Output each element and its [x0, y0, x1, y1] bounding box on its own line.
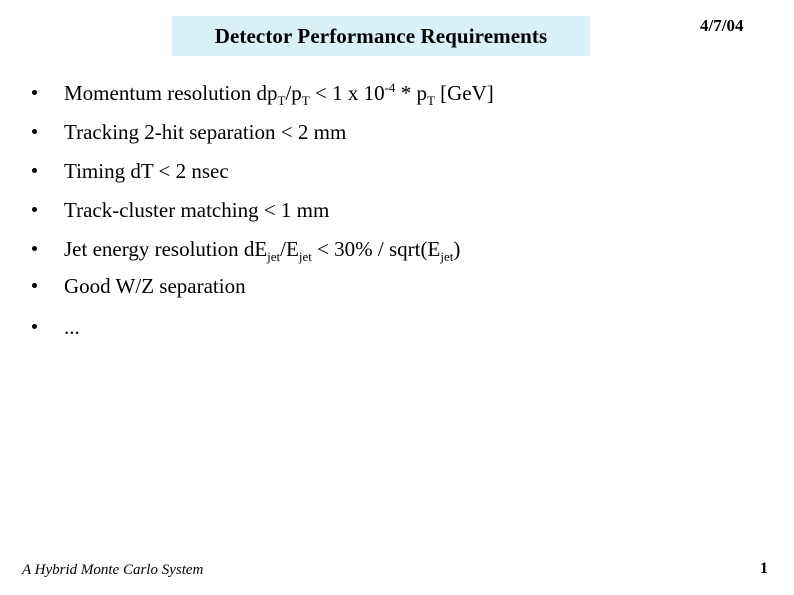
bullet-text-run: /p	[285, 81, 302, 105]
bullet-dot-icon	[32, 168, 37, 173]
bullet-text	[64, 271, 246, 301]
bullet-supscript: -4	[384, 80, 396, 95]
bullet-text-run: * p	[395, 81, 427, 105]
bullet-text-run: Tracking 2-hit separation < 2 mm	[64, 120, 347, 144]
bullet-item	[0, 234, 760, 264]
bullet-text	[64, 312, 80, 342]
bullet-text-run: ...	[64, 315, 80, 339]
bullet-dot-icon	[32, 283, 37, 288]
bullet-text-run: Momentum resolution dp	[64, 81, 278, 105]
bullet-text-run: < 30% / sqrt(E	[311, 237, 441, 261]
bullet-subscript: jet	[267, 249, 281, 265]
bullet-subscript: T	[426, 93, 435, 109]
bullet-subscript: jet	[440, 249, 454, 265]
bullet-item	[0, 271, 760, 301]
bullet-text-run: [GeV]	[434, 81, 494, 105]
bullet-text	[64, 117, 346, 147]
bullet-text	[64, 78, 494, 108]
slide-title: Detector Performance Requirements	[214, 23, 548, 48]
bullet-text-run: < 1 x 10	[309, 81, 385, 105]
bullet-text-run: Timing dT < 2 nsec	[64, 159, 229, 183]
bullet-text	[64, 234, 460, 264]
bullet-item	[0, 78, 760, 108]
bullet-dot-icon	[32, 129, 37, 134]
bullet-subscript: T	[301, 93, 310, 109]
bullet-subscript: jet	[298, 249, 312, 265]
bullet-item	[0, 156, 760, 186]
bullet-dot-icon	[32, 90, 37, 95]
bullet-item	[0, 195, 760, 225]
bullet-dot-icon	[32, 246, 37, 251]
bullet-text-run: )	[453, 237, 461, 261]
bullet-text	[64, 156, 229, 186]
bullet-text-run: Jet energy resolution dE	[64, 237, 268, 261]
bullet-subscript: T	[277, 93, 286, 109]
bullet-item	[0, 312, 760, 342]
footer-title: A Hybrid Monte Carlo System	[22, 562, 204, 578]
bullet-text-run: /E	[280, 237, 299, 261]
bullet-item	[0, 117, 760, 147]
bullet-dot-icon	[32, 207, 37, 212]
bullet-text-run: Track-cluster matching < 1 mm	[64, 198, 330, 222]
slide-date: 4/7/04	[700, 16, 744, 35]
bullet-text-run: Good W/Z separation	[64, 274, 246, 298]
bullet-text	[64, 195, 329, 225]
page-number: 1	[760, 560, 768, 577]
bullet-dot-icon	[32, 324, 37, 329]
